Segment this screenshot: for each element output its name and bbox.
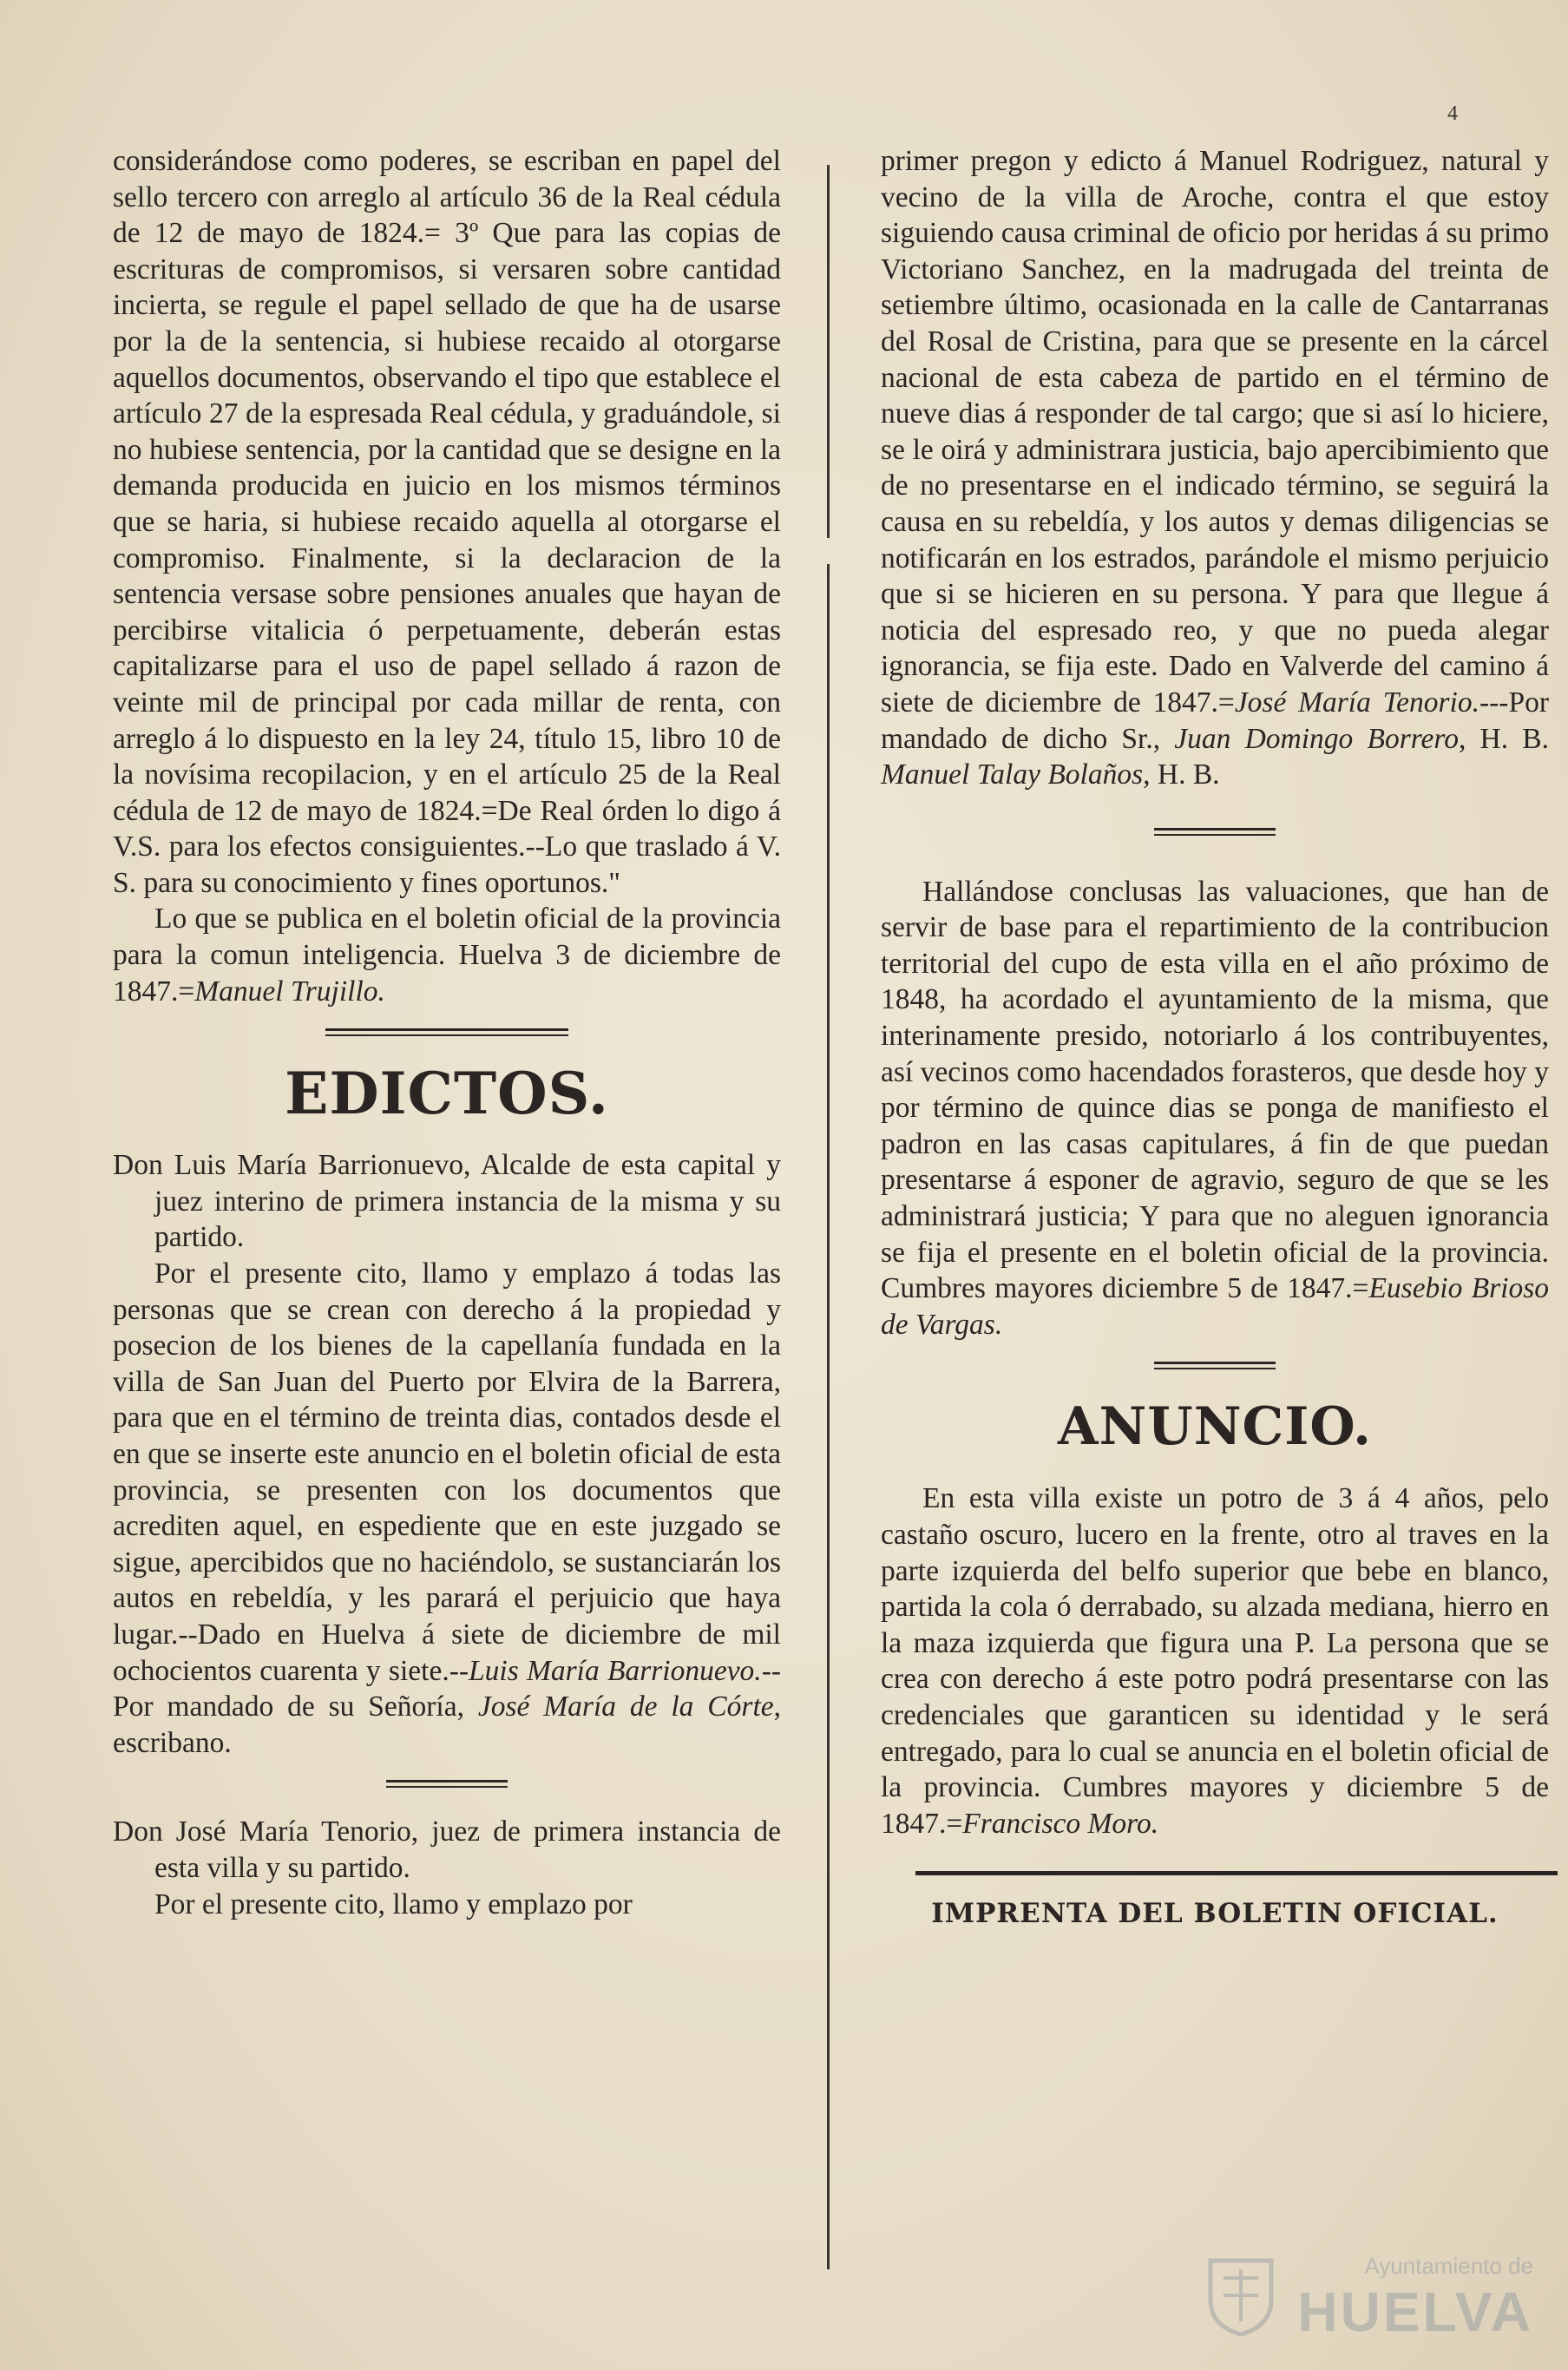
watermark-line-1: Ayuntamiento de bbox=[1364, 2253, 1533, 2279]
right-paragraph-1: primer pregon y edicto á Manuel Rodriguez, natural y vecino de la villa de Aroche, contra el que estoy siguiendo causa criminal de oficio por heridas á su primo Victoriano Sanchez, en la madrugada del treinta de setiembre último, ocasionada en la calle de Cantarranas del Rosal de Cristina, para que se presente en la cárcel nacional de esta cabeza de partido en el término de nueve dias á responder de tal cargo; que si así lo hiciere, se le oirá y administrara justicia, bajo apercibimiento que de no presentarse en el indicado término, se seguirá la causa en su rebeldía, y los autos y demas diligencias se notificarán en los estrados, parándole el mismo perjuicio que si se hicieren en su persona. Y para que llegue á noticia del espresado reo, y que no pueda alegar ignorancia, se fija este. Dado en Valverde del camino á siete de diciembre de 1847.=José María Tenorio.---Por mandado de dicho Sr., Juan Domingo Borrero, H. B. Manuel Talay Bolaños, H. B. bbox=[881, 145, 1549, 791]
signature: Eusebio Brioso de Vargas. bbox=[881, 1272, 1549, 1341]
archive-watermark bbox=[1297, 2253, 1533, 2344]
left-paragraph-2: Lo que se publica en el boletin oficial de la provincia para la comun inteligencia. Huelva 3 de diciembre de 1847.=Manuel Trujillo. bbox=[113, 903, 781, 1008]
signature: José María de la Córte bbox=[477, 1691, 774, 1723]
column-divider bbox=[827, 165, 830, 538]
signature: Luis María Barrionuevo. bbox=[469, 1654, 762, 1687]
signature: Francisco Moro. bbox=[962, 1807, 1159, 1840]
crest-icon bbox=[1202, 2252, 1280, 2339]
left-column bbox=[113, 143, 781, 1922]
signature: Manuel Talay Bolaños bbox=[881, 758, 1144, 791]
ornamental-rule bbox=[386, 1780, 508, 1788]
left-paragraph-1: considerándose como poderes, se escriban en papel del sello tercero con arreglo al artículo 36 de la Real cédula de 12 de mayo de 1824.= 3º Que para las copias de escrituras de compromisos, si versaren sobre cantidad incierta, se regule el papel sellado de que ha de usarse por la de la sentencia, si hubiese recaido al otorgarse aquellos documentos, observando el tipo que establece el artículo 27 de la espresada Real cédula, y graduándole, si no hubiese sentencia, por la cantidad que se designe en la demanda producida en juicio en los mismos términos que se haria, si hubiese recaido aquella al otorgarse el compromiso. Finalmente, si la declaracion de la sentencia versase sobre pensiones anuales que hayan de percibirse vitalicia ó perpetuamente, deberán estas capitalizarse para el uso de papel sellado á razon de veinte mil de principal por cada millar de renta, con arreglo á lo dispuesto en la ley 24, título 15, libro 10 de la novísima recopilacion, y en el artículo 25 de la Real cédula de 12 de mayo de 1824.=De Real órden lo digo á V.S. para los efectos consiguientes.--Lo que traslado á V. S. para su conocimiento y fines oportunos." bbox=[113, 145, 781, 899]
right-paragraph-3: En esta villa existe un potro de 3 á 4 años, pelo castaño oscuro, lucero en la frente, otro al traves en la parte izquierda del belfo superior que bebe en blanco, partida la cola ó derrabado, su alzada mediana, hierro en la maza izquierda que figura una P. La persona que se crea con derecho á este potro podrá presentarse con las credenciales que garanticen su identidad y le será entregado, para lo cual se anuncia en el boletin oficial de la provincia. Cumbres mayores y diciembre 5 de 1847.=Francisco Moro. bbox=[881, 1482, 1549, 1840]
closing-rule bbox=[915, 1871, 1558, 1875]
right-column bbox=[881, 143, 1549, 1933]
column-divider bbox=[827, 564, 830, 2269]
ornamental-rule bbox=[325, 1028, 568, 1036]
edict-2-heading: Don José María Tenorio, juez de primera instancia de esta villa y su partido. bbox=[113, 1815, 781, 1884]
signature: José María Tenorio. bbox=[1234, 686, 1479, 719]
edict-1-heading: Don Luis María Barrionuevo, Alcalde de esta capital y juez interino de primera instancia de la misma y su partido. bbox=[113, 1149, 781, 1254]
printer-imprint: IMPRENTA DEL BOLETIN OFICIAL. bbox=[931, 1898, 1499, 1930]
edict-2-body: Por el presente cito, llamo y emplazo por bbox=[154, 1887, 633, 1920]
ornamental-rule bbox=[1154, 828, 1276, 836]
section-heading-edictos: EDICTOS. bbox=[285, 1060, 609, 1128]
ornamental-rule bbox=[1154, 1362, 1276, 1369]
page-mark: 4 bbox=[1447, 102, 1458, 125]
section-heading-anuncio: ANUNCIO. bbox=[1057, 1396, 1373, 1458]
signature: Manuel Trujillo. bbox=[194, 975, 385, 1008]
watermark-line-2: HUELVA bbox=[1297, 2281, 1533, 2343]
signature: Juan Domingo Borrero bbox=[1174, 722, 1459, 755]
right-paragraph-2: Hallándose conclusas las valuaciones, que han de servir de base para el repartimiento de la contribucion territorial del cupo de esta villa en el año próximo de 1848, ha acordado el ayuntamiento de la misma, que interinamente presido, notoriarlo á los contribuyentes, así vecinos como hacendados forasteros, que desde hoy y por término de quince dias se ponga de manifiesto el padron en las casas capitulares, á fin de que puedan presentarse á esponer de agravio, seguro de que se les administrará justicia; Y para que no aleguen ignorancia se fija el presente en el boletin oficial de la provincia. Cumbres mayores diciembre 5 de 1847.=Eusebio Brioso de Vargas. bbox=[881, 875, 1549, 1341]
edict-1-body: Por el presente cito, llamo y emplazo á todas las personas que se crean con derecho á la propiedad y posecion de los bienes de la capellanía fundada en la villa de San Juan del Puerto por Elvira de la Barrera, para que en el término de treinta dias, contados desde el en que se inserte este anuncio en el boletin oficial de esta provincia, se presenten con los documentos que acrediten aquel, en espediente que en este juzgado se sigue, apercibidos que no haciéndolo, se sustanciarán los autos en rebeldía, y les parará el perjuicio que haya lugar.--Dado en Huelva á siete de diciembre de mil ochocientos cuarenta y siete.--Luis María Barrionuevo.--Por mandado de su Señoría, José María de la Córte, escribano. bbox=[113, 1257, 781, 1759]
